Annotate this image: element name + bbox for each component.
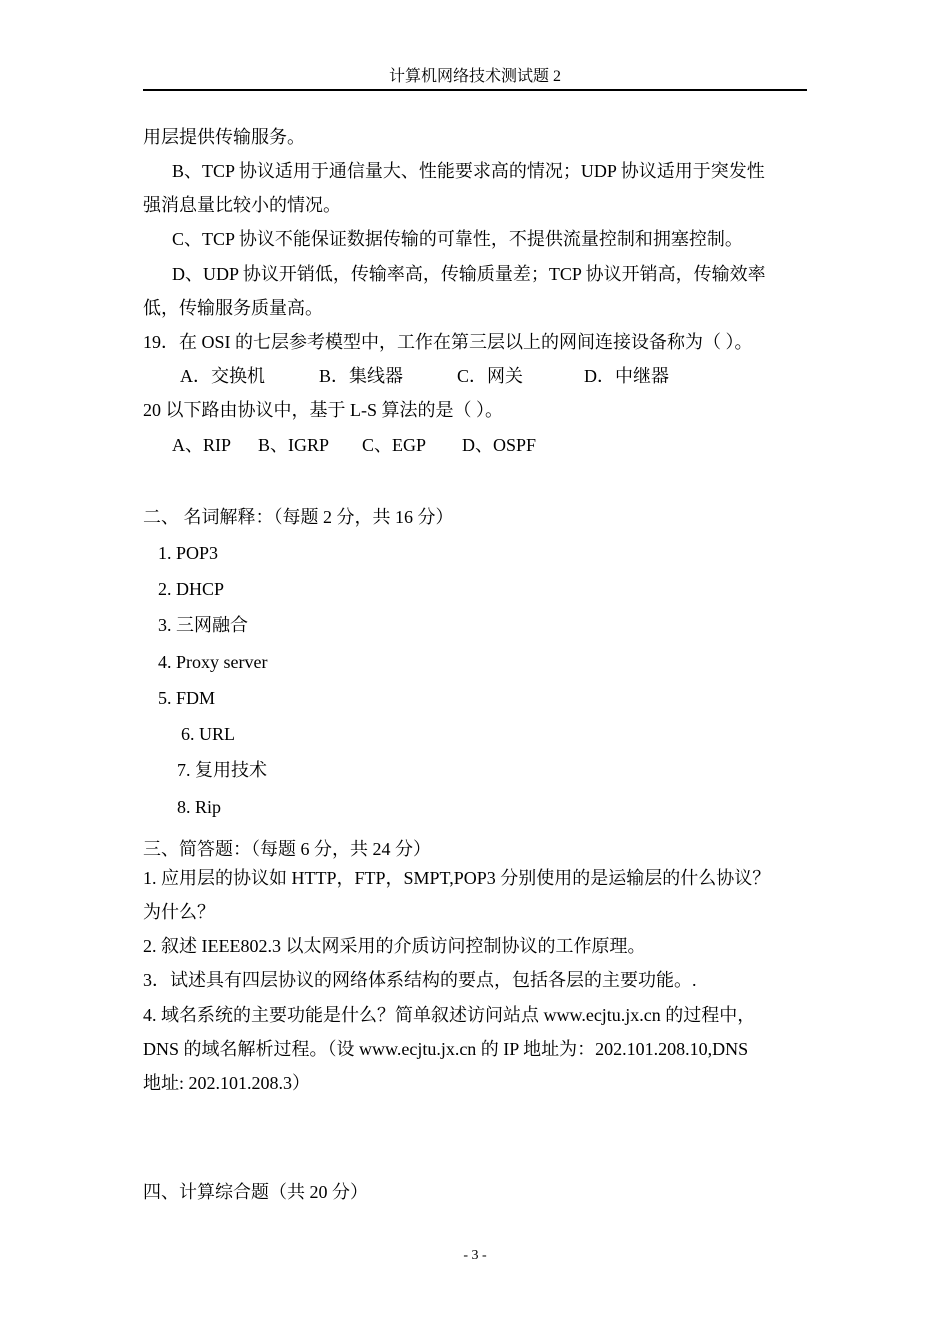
term-item: 2. DHCP	[158, 579, 225, 599]
q20-option-b: B、IGRP	[258, 435, 330, 455]
q20-stem: 20 以下路由协议中，基于 L-S 算法的是（ ）。	[143, 400, 503, 420]
section2-heading: 二、 名词解释：（每题 2 分，共 16 分）	[143, 507, 454, 527]
q19-option-b: B．集线器	[319, 366, 404, 386]
q18-option-d-line1: D、UDP 协议开销低，传输率高，传输质量差；TCP 协议开销高，传输效率	[172, 264, 766, 284]
page-number: - 3 -	[463, 1248, 487, 1263]
term-item: 1. POP3	[158, 543, 219, 563]
q20-option-d: D、OSPF	[462, 435, 537, 455]
q20-option-a: A、RIP	[172, 435, 232, 455]
q18-option-c: C、TCP 协议不能保证数据传输的可靠性，不提供流量控制和拥塞控制。	[172, 229, 743, 249]
term-item: 4. Proxy server	[158, 652, 268, 672]
q19-options	[180, 364, 700, 388]
q19-stem: 19．在 OSI 的七层参考模型中，工作在第三层以上的网间连接设备称为（ ）。	[143, 332, 753, 352]
short-answer-q4-line3: 地址: 202.101.208.3）	[143, 1073, 311, 1093]
q19-option-c: C．网关	[457, 366, 524, 386]
running-header-title: 计算机网络技术测试题 2	[388, 68, 561, 85]
q18-option-d-line2: 低，传输服务质量高。	[143, 298, 323, 318]
term-item: 5. FDM	[158, 688, 216, 708]
term-item: 3. 三网融合	[158, 615, 248, 635]
short-answer-q4-line1: 4. 域名系统的主要功能是什么？简单叙述访问站点 www.ecjtu.jx.cn 的过程中，	[143, 1005, 756, 1025]
header-rule	[143, 89, 807, 91]
short-answer-q1-line1: 1. 应用层的协议如 HTTP，FTP，SMPT,POP3 分别使用的是运输层的什么协议？	[143, 868, 771, 888]
q18-continuation-line: 用层提供传输服务。	[143, 127, 305, 147]
q18-option-b-line1: B、TCP 协议适用于通信量大、性能要求高的情况；UDP 协议适用于突发性	[172, 161, 765, 181]
q19-option-d: D．中继器	[584, 366, 669, 386]
term-item: 8. Rip	[177, 797, 222, 817]
short-answer-q2: 2. 叙述 IEEE802.3 以太网采用的介质访问控制协议的工作原理。	[143, 936, 646, 956]
q18-option-b-line2: 强消息量比较小的情况。	[143, 195, 341, 215]
q19-option-a: A．交换机	[180, 366, 265, 386]
section3-heading: 三、简答题：（每题 6 分，共 24 分）	[143, 839, 431, 859]
short-answer-q4-line2: DNS 的域名解析过程。（设 www.ecjtu.jx.cn 的 IP 地址为：202.101.208.10,DNS	[143, 1039, 749, 1059]
short-answer-q1-line2: 为什么？	[143, 902, 215, 922]
short-answer-q3: 3．试述具有四层协议的网络体系结构的要点，包括各层的主要功能。.	[143, 970, 697, 990]
q20-option-c: C、EGP	[362, 435, 427, 455]
term-item: 6. URL	[181, 724, 235, 744]
section4-heading: 四、计算综合题（共 20 分）	[143, 1182, 368, 1202]
q20-options	[172, 433, 592, 457]
term-item: 7. 复用技术	[177, 760, 267, 780]
